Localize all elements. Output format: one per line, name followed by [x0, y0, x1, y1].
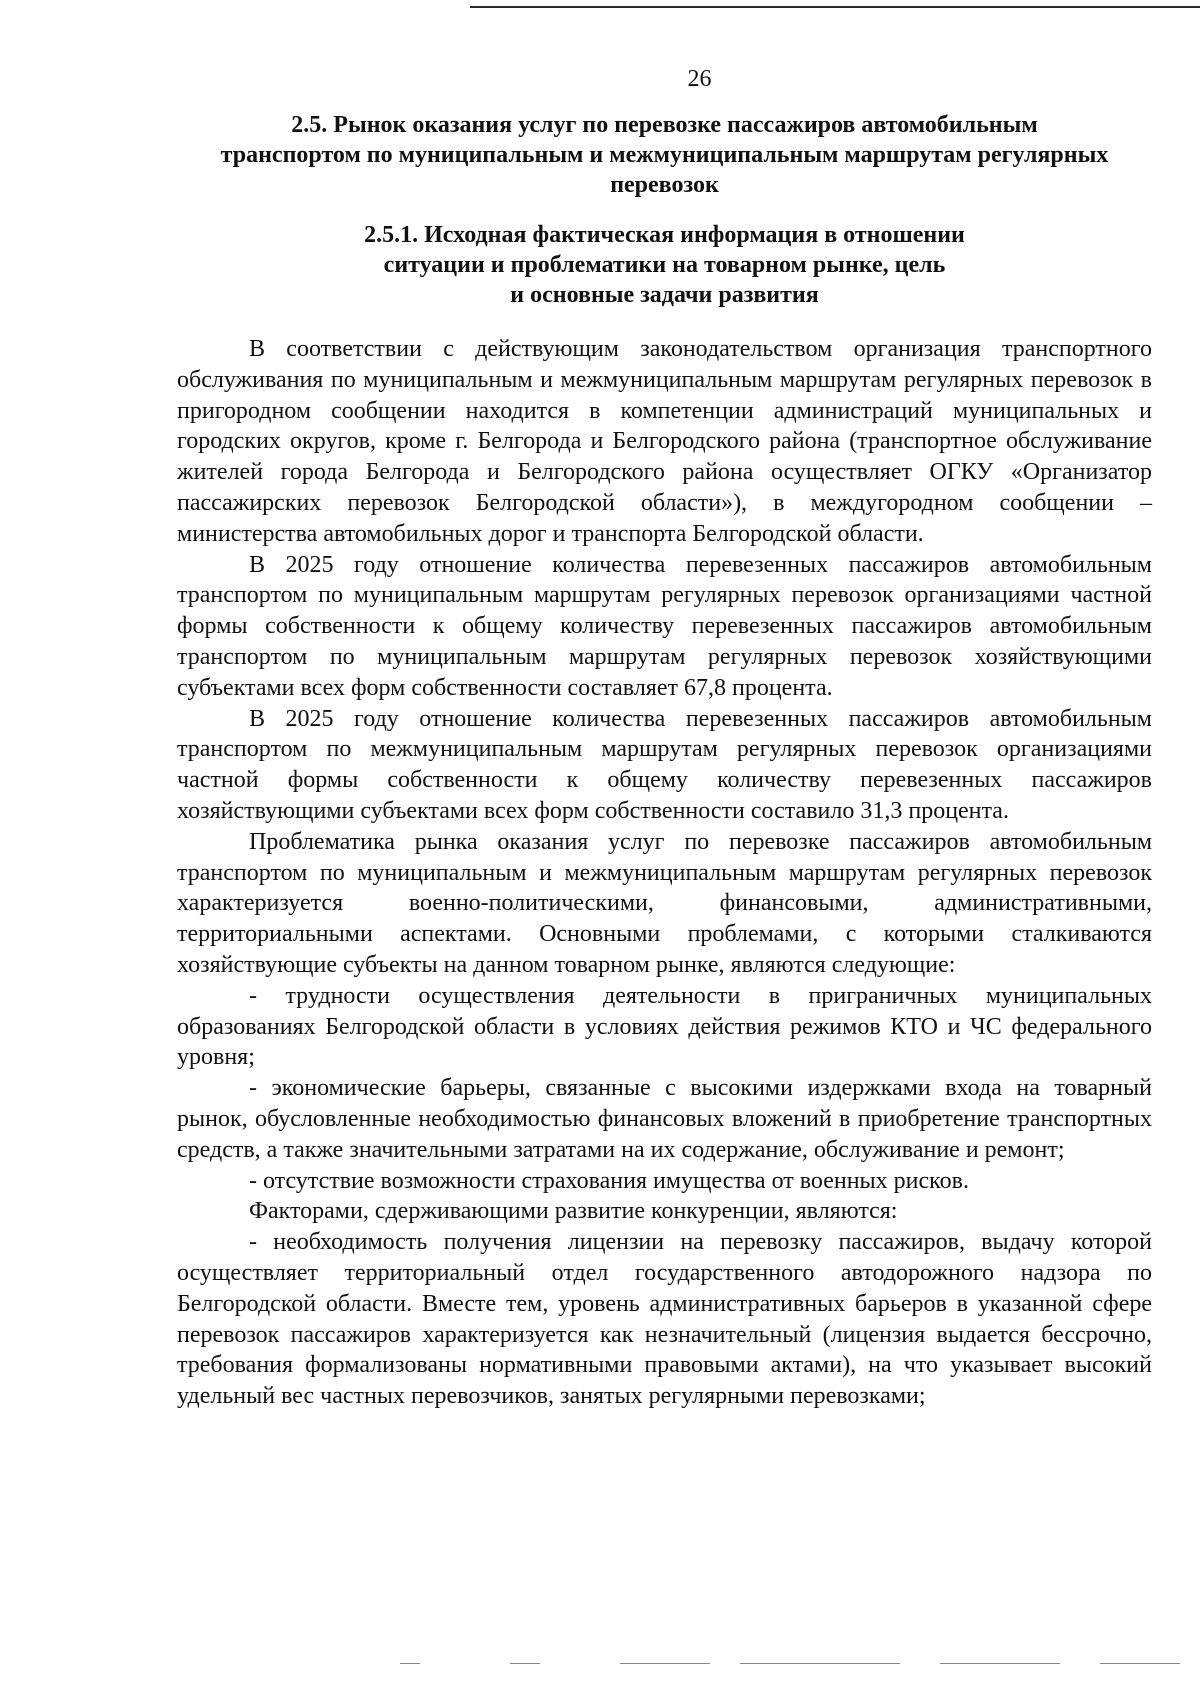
body-paragraph: Проблематика рынка оказания услуг по перевозке пассажиров автомобильным транспортом по муниципальным и межмуниципальным маршрутам регулярных перевозок характеризуется военно-политическими, финансовыми, административными, территориальными аспектами. Основными проблемами, с которыми сталкиваются хозяйствующие субъекты на данном товарном рынке, являются следующие: [177, 828, 1152, 978]
scan-edge-line [470, 6, 1200, 8]
section-heading [177, 110, 1152, 200]
subsection-heading-line: ситуации и проблематики на товарном рынке, цель [383, 252, 946, 278]
document-page [177, 64, 1152, 1412]
subsection-heading [177, 220, 1152, 310]
body-paragraph: В 2025 году отношение количества перевезенных пассажиров автомобильным транспортом по межмуниципальным маршрутам регулярных перевозок организациями частной формы собственности к общему количеству перевезенных пассажиров хозяйствующими субъектами всех форм собственности составило 31,3 процента. [177, 705, 1152, 824]
body-paragraph: В 2025 году отношение количества перевезенных пассажиров автомобильным транспортом по муниципальным маршрутам регулярных перевозок организациями частной формы собственности к общему количеству перевезенных пассажиров автомобильным транспортом по муниципальным маршрутам регулярных перевозок хозяйствующими субъектами всех форм собственности составляет 67,8 процента. [177, 551, 1152, 701]
subsection-heading-line: и основные задачи развития [510, 282, 819, 308]
body-paragraph: В соответствии с действующим законодательством организация транспортного обслуживания по муниципальным и межмуниципальным маршрутам регулярных перевозок в пригородном сообщении находится в компетенции администраций муниципальных и городских округов, кроме г. Белгорода и Белгородского района (транспортное обслуживание жителей города Белгорода и Белгородского района осуществляет ОГКУ «Организатор пассажирских перевозок Белгородской области»), в междугородном сообщении – министерства автомобильных дорог и транспорта Белгородской области. [177, 336, 1152, 547]
list-item-paragraph: - необходимость получения лицензии на перевозку пассажиров, выдачу которой осуществляет территориальный отдел государственного автодорожного надзора по Белгородской области. Вместе тем, уровень административных барьеров в указанной сфере перевозок пассажиров характеризуется как незначительный (лицензия выдается бессрочно, требования формализованы нормативными правовыми актами), на что указывает высокий удельный вес частных перевозчиков, занятых регулярными перевозками; [177, 1229, 1152, 1410]
list-item-paragraph: - трудности осуществления деятельности в приграничных муниципальных образованиях Белгородской области в условиях действия режимов КТО и ЧС федерального уровня; [177, 982, 1152, 1071]
body-paragraph: Факторами, сдерживающими развитие конкуренции, являются: [249, 1198, 898, 1225]
page-number: 26 [687, 66, 712, 92]
subsection-heading-line: 2.5.1. Исходная фактическая информация в отношении [364, 222, 965, 248]
section-heading-line: перевозок [610, 172, 719, 198]
section-heading-line: 2.5. Рынок оказания услуг по перевозке пассажиров автомобильным [291, 112, 1038, 138]
scan-bottom-marks [400, 1663, 1180, 1665]
list-item-paragraph: - отсутствие возможности страхования имущества от военных рисков. [249, 1167, 969, 1194]
section-heading-line: транспортом по муниципальным и межмуниципальным маршрутам регулярных [220, 142, 1109, 168]
list-item-paragraph: - экономические барьеры, связанные с высокими издержками входа на товарный рынок, обусловленные необходимостью финансовых вложений в приобретение транспортных средств, а также значительными затратами на их содержание, обслуживание и ремонт; [177, 1075, 1152, 1163]
